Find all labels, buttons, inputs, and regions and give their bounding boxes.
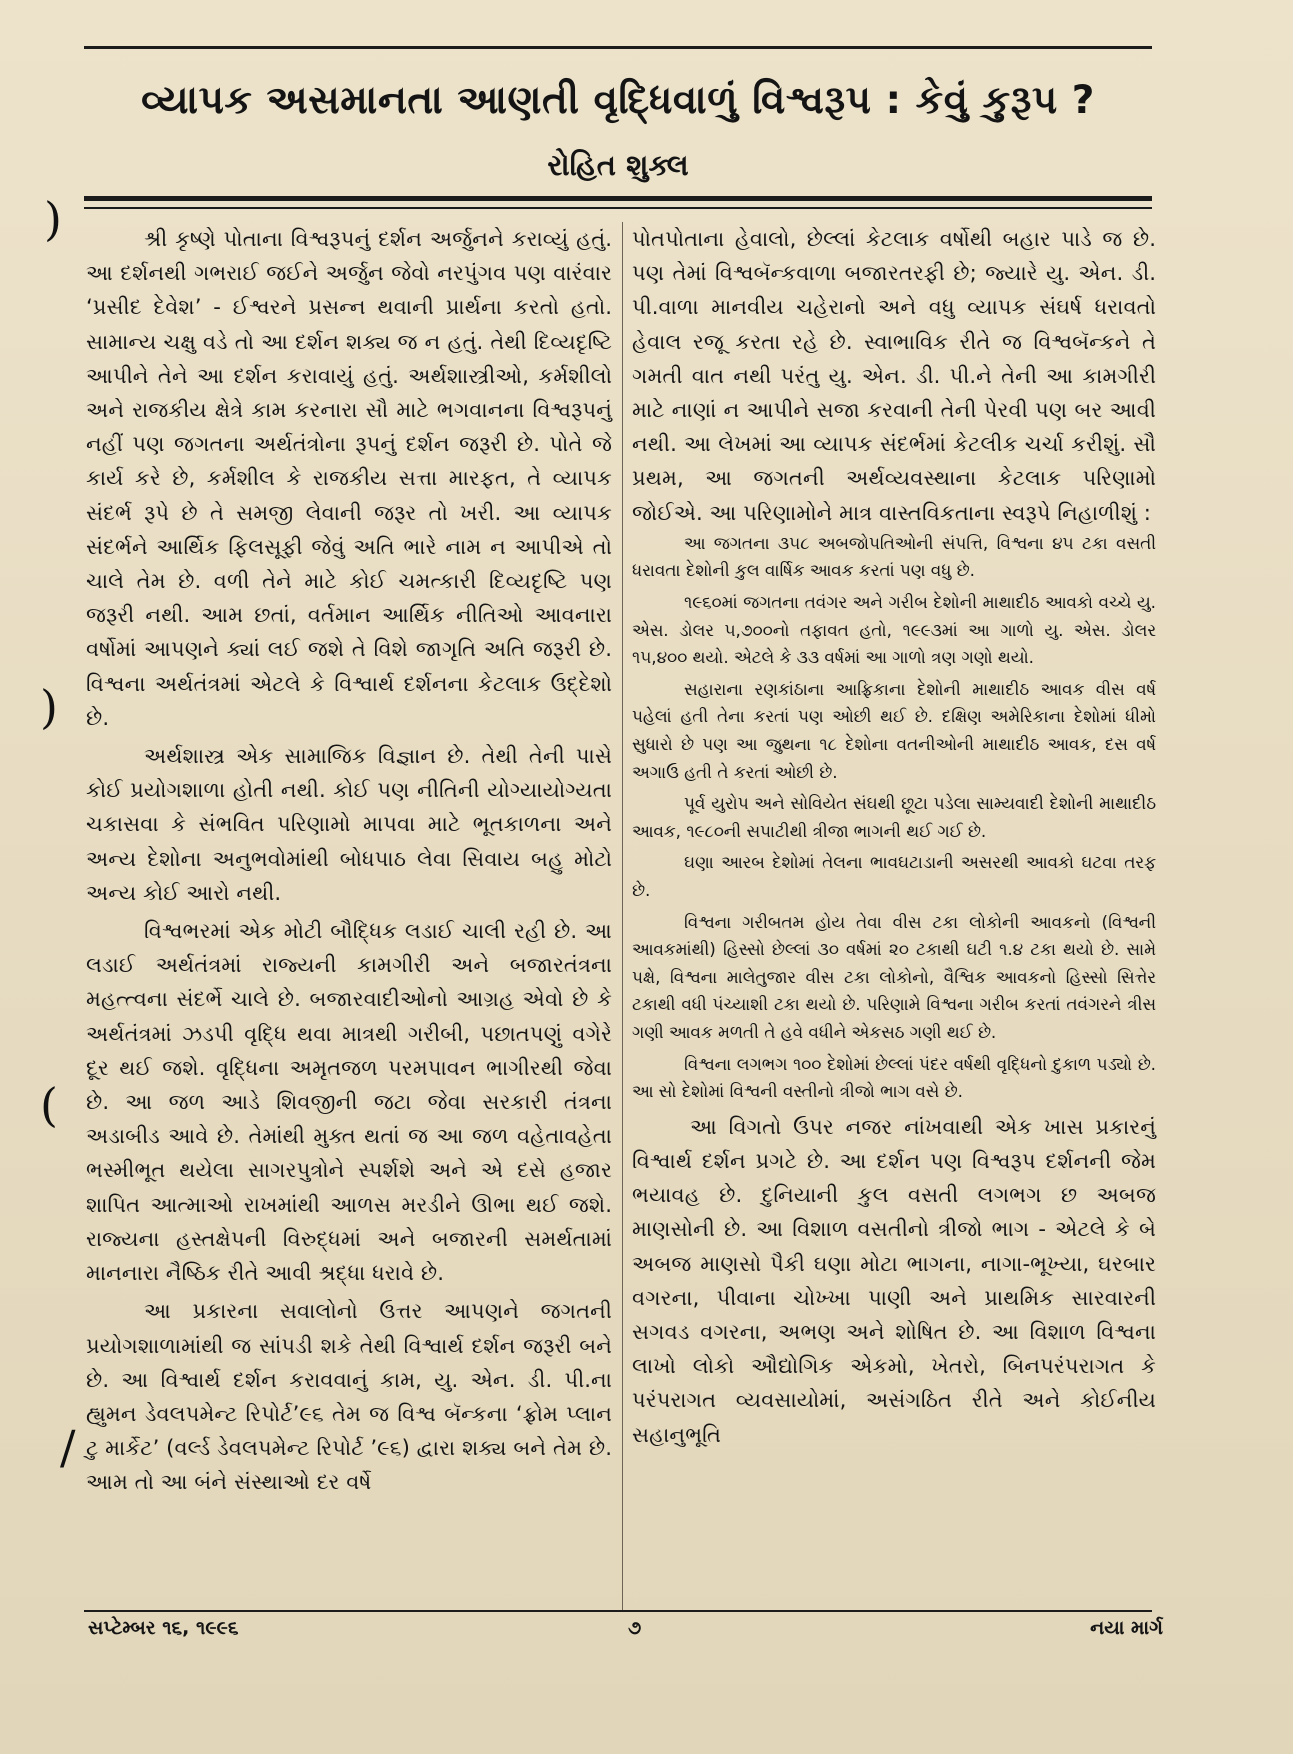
article-title: વ્યાપક અસમાનતા આણતી વૃદ્ધિવાળું વિશ્વરૂપ : કેવું કુરૂપ ? [141, 78, 1095, 123]
paragraph: આ વિગતો ઉપર નજર નાંખવાથી એક ખાસ પ્રકારનું વિશ્વાર્થ દર્શન પ્રગટે છે. આ દર્શન પણ વિશ્વરૂપ દર્શનની જેમ ભયાવહ છે. દુનિયાની કુલ વસતી લગભગ છ અબજ માણસોની છે. આ વિશાળ વસતીનો ત્રીજો ભાગ - એટલે કે બે અબજ માણસો પૈકી ઘણા મોટા ભાગના, નાગા-ભૂખ્યા, ઘરબાર વગરના, પીવાના ચોખ્ખા પાણી અને પ્રાથમિક સારવારની સગવડ વગરના, અભણ અને શોષિત છે. આ વિશાળ વિશ્વના લાખો લોકો ઔદ્યોગિક એકમો, ખેતરો, બિનપરંપરાગત કે પરંપરાગત વ્યવસાયોમાં, અસંગઠિત રીતે અને કોઈનીય સહાનુભૂતિ [632, 1113, 1156, 1447]
stat-item: વિશ્વના ગરીબતમ હોય તેવા વીસ ટકા લોકોની આવકનો (વિશ્વની આવકમાંથી) હિસ્સો છેલ્લાં ૩૦ વર્ષમાં ૨૦ ટકાથી ઘટી ૧.૪ ટકા થયો છે. સામે પક્ષે, વિશ્વના માલેતુજાર વીસ ટકા લોકોનો, વૈશ્વિક આવકનો હિસ્સો સિત્તેર ટકાથી વધી પંચ્યાશી ટકા થયો છે. પરિણામે વિશ્વના ગરીબ કરતાં તવંગરને ત્રીસ ગણી આવક મળતી તે હવે વધીને એકસઠ ગણી થઈ છે. [632, 911, 1156, 1042]
top-rule [84, 46, 1152, 49]
stat-item: સહારાના રણકાંઠાના આફ્રિકાના દેશોની માથાદીઠ આવક વીસ વર્ષ પહેલાં હતી તેના કરતાં પણ ઓછી થઈ છે. દક્ષિણ અમેરિકાના દેશોમાં ધીમો સુધારો છે પણ આ જુથના ૧૮ દેશોના વતનીઓની માથાદીઠ આવક, દસ વર્ષ અગાઉ હતી તે કરતાં ઓછી છે. [632, 678, 1156, 782]
margin-mark: / [60, 1420, 76, 1474]
paragraph: આ પ્રકારના સવાલોનો ઉત્તર આપણને જગતની પ્રયોગશાળામાંથી જ સાંપડી શકે તેથી વિશ્વાર્થ દર્શન જરૂરી બને છે. આ વિશ્વાર્થ દર્શન કરાવવાનું કામ, યુ. એન. ડી. પી.ના હ્યુમન ડેવલપમેન્ટ રિપોર્ટ’૯૬ તેમ જ વિશ્વ બૅન્કના ‘ફ્રોમ પ્લાન ટુ માર્કેટ’ (વર્લ્ડ ડેવલપમેન્ટ રિપોર્ટ ’૯૬) દ્વારા શક્ય બને તેમ છે. આમ તો આ બંને સંસ્થાઓ દર વર્ષે [86, 1298, 612, 1495]
paragraph: વિશ્વભરમાં એક મોટી બૌદ્ધિક લડાઈ ચાલી રહી છે. આ લડાઈ અર્થતંત્રમાં રાજ્યની કામગીરી અને બજારતંત્રના મહત્ત્વના સંદર્ભે ચાલે છે. બજારવાદીઓનો આગ્રહ એવો છે કે અર્થતંત્રમાં ઝડપી વૃદ્ધિ થવા માત્રથી ગરીબી, પછાતપણું વગેરે દૂર થઈ જશે. વૃદ્ધિના અમૃતજળ પરમપાવન ભાગીરથી જેવા છે. આ જળ આડે શિવજીની જટા જેવા સરકારી તંત્રના અડાબીડ આવે છે. તેમાંથી મુક્ત થતાં જ આ જળ વહેતાવહેતા ભસ્મીભૂત થયેલા સાગરપુત્રોને સ્પર્શશે અને એ દસે હજાર શાપિત આત્માઓ રાખમાંથી આળસ મરડીને ઊભા થઈ જશે. રાજ્યના હસ્તક્ષેપની વિરુદ્ધમાં અને બજારની સમર્થતામાં માનનારા નૈષ્ઠિક રીતે આવી શ્રદ્ધા ધરાવે છે. [86, 918, 612, 1286]
paragraph: પોતપોતાના હેવાલો, છેલ્લાં કેટલાક વર્ષોથી બહાર પાડે જ છે. પણ તેમાં વિશ્વબૅન્કવાળા બજારતરફી છે; જ્યારે યુ. એન. ડી. પી.વાળા માનવીય ચહેરાનો અને વધુ વ્યાપક સંઘર્ષ ધરાવતો હેવાલ રજૂ કરતા રહે છે. સ્વાભાવિક રીતે જ વિશ્વબૅન્કને તે ગમતી વાત નથી પરંતુ યુ. એન. ડી. પી.ને તેની આ કામગીરી માટે નાણાં ન આપીને સજા કરવાની તેની પેરવી પણ બર આવી નથી. આ લેખમાં આ વ્યાપક સંદર્ભમાં કેટલીક ચર્ચા કરીશું. સૌ પ્રથમ, આ જગતની અર્થવ્યવસ્થાના કેટલાક પરિણામો જોઈએ. આ પરિણામોને માત્ર વાસ્તવિકતાના સ્વરૂપે નિહાળીશું : [632, 226, 1156, 525]
footer-date: સપ્ટેમ્બર ૧૬, ૧૯૯૬ [88, 1617, 239, 1639]
paragraph: શ્રી કૃષ્ણે પોતાના વિશ્વરૂપનું દર્શન અર્જુનને કરાવ્યું હતું. આ દર્શનથી ગભરાઈ જઈને અર્જુન જેવો નરપુંગવ પણ વારંવાર ‘પ્રસીદ દેવેશ’ - ઈશ્વરને પ્રસન્ન થવાની પ્રાર્થના કરતો હતો. સામાન્ય ચક્ષુ વડે તો આ દર્શન શક્ય જ ન હતું. તેથી દિવ્યદૃષ્ટિ આપીને તેને આ દર્શન કરાવાયું હતું. અર્થશાસ્ત્રીઓ, કર્મશીલો અને રાજકીય ક્ષેત્રે કામ કરનારા સૌ માટે ભગવાનના વિશ્વરૂપનું નહીં પણ જગતના અર્થતંત્રોના રૂપનું દર્શન જરૂરી છે. પોતે જે કાર્ય કરે છે, કર્મશીલ કે રાજકીય સત્તા મારફત, તે વ્યાપક સંદર્ભ રૂપે છે તે સમજી લેવાની જરૂર તો ખરી. આ વ્યાપક સંદર્ભને આર્થિક ફિલસૂફી જેવું અતિ ભારે નામ ન આપીએ તો ચાલે તેમ છે. વળી તેને માટે કોઈ ચમત્કારી દિવ્યદૃષ્ટિ પણ જરૂરી નથી. આમ છતાં, વર્તમાન આર્થિક નીતિઓ આવનારા વર્ષોમાં આપણને ક્યાં લઈ જશે તે વિશે જાગૃતિ અતિ જરૂરી છે. વિશ્વના અર્થતંત્રમાં એટલે કે વિશ્વાર્થ દર્શનના કેટલાક ઉદ્દેશો છે. [86, 226, 612, 730]
paragraph: અર્થશાસ્ત્ર એક સામાજિક વિજ્ઞાન છે. તેથી તેની પાસે કોઈ પ્રયોગશાળા હોતી નથી. કોઈ પણ નીતિની યોગ્યાયોગ્યતા ચકાસવા કે સંભવિત પરિણામો માપવા માટે ભૂતકાળના અને અન્ય દેશોના અનુભવોમાંથી બોધપાઠ લેવા સિવાય બહુ મોટો અન્ય કોઈ આરો નથી. [86, 743, 612, 905]
page-number: ૭ [628, 1617, 642, 1639]
right-column [632, 222, 1156, 1452]
margin-mark: ( [40, 1078, 58, 1132]
left-column [86, 222, 612, 1500]
stat-item: ઘણા આરબ દેશોમાં તેલના ભાવઘટાડાની અસરથી આવકો ઘટવા તરફ છે. [632, 852, 1156, 900]
stat-item: પૂર્વ યુરોપ અને સોવિયેત સંઘથી છૂટા પડેલા સામ્યવાદી દેશોની માથાદીઠ આવક, ૧૯૮૦ની સપાટીથી ત્રીજા ભાગની થઈ ગઈ છે. [632, 793, 1156, 841]
stat-item: ૧૯૬૦માં જગતના તવંગર અને ગરીબ દેશોની માથાદીઠ આવકો વચ્ચે યુ. એસ. ડોલર ૫,૭૦૦નો તફાવત હતો, ૧૯૯૩માં આ ગાળો યુ. એસ. ડોલર ૧૫,૪૦૦ થયો. એટલે કે ૩૩ વર્ષમાં આ ગાળો ત્રણ ગણો થયો. [632, 592, 1156, 668]
margin-mark: ) [44, 192, 62, 246]
column-divider [622, 222, 623, 1610]
header-rule-thick [84, 196, 1152, 201]
article-author: રોહિત શુક્લ [547, 148, 689, 182]
footer-rule [84, 1610, 1152, 1612]
publication-name: નયા માર્ગ [1090, 1617, 1163, 1639]
stat-item: વિશ્વના લગભગ ૧૦૦ દેશોમાં છેલ્લાં પંદર વર્ષથી વૃદ્ધિનો દુકાળ પડ્યો છે. આ સો દેશોમાં વિશ્વની વસ્તીનો ત્રીજો ભાગ વસે છે. [632, 1053, 1156, 1102]
header-rule-thin [84, 207, 1152, 209]
stat-item: આ જગતના ૩૫૮ અબજોપતિઓની સંપત્તિ, વિશ્વના ૪૫ ટકા વસતી ધરાવતા દેશોની કુલ વાર્ષિક આવક કરતાં પણ વધુ છે. [632, 532, 1156, 581]
margin-mark: ) [40, 680, 58, 734]
